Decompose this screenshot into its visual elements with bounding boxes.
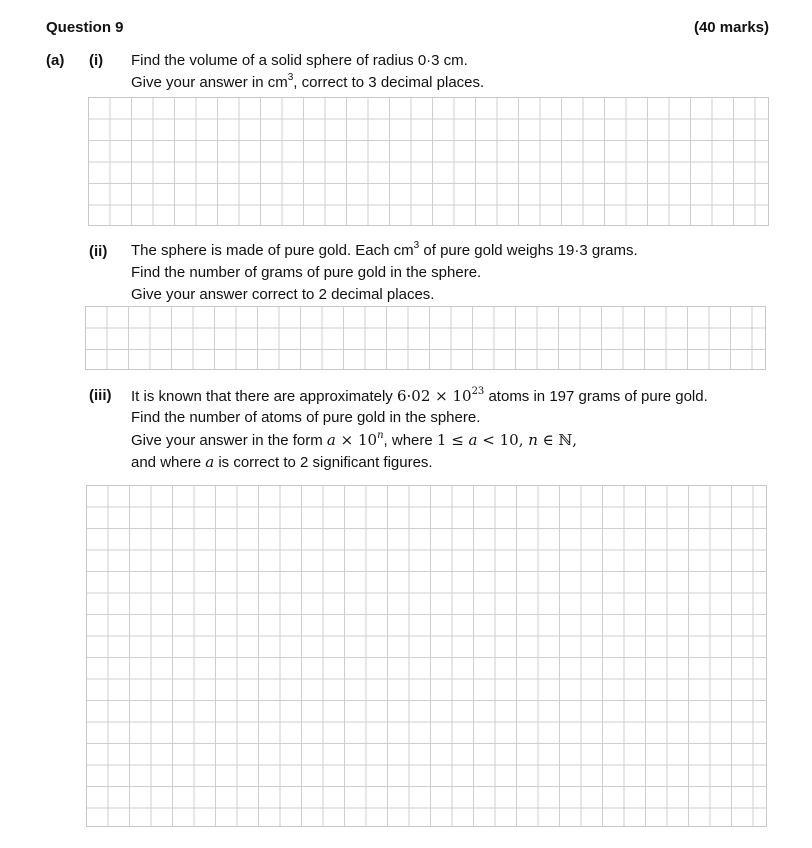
answer-grid-ii[interactable] — [85, 306, 766, 370]
sub-ii-line3: Give your answer correct to 2 decimal places. — [131, 286, 435, 303]
sub-i-label: (i) — [89, 52, 104, 69]
sub-iii-line3: Give your answer in the form $a \times 10^n$, where 1 ≤ a < 10, n ∈ ℕ, — [131, 430, 578, 449]
sub-ii-line1: The sphere is made of pure gold. Each $cm^3$ of pure gold weighs 19·3 grams. — [131, 240, 638, 259]
sub-iii-line2: Find the number of atoms of pure gold in the sphere. — [131, 409, 481, 426]
sub-ii-label: (ii) — [89, 243, 108, 260]
question-marks: (40 marks) — [693, 19, 769, 36]
sub-i-line2: Give your answer in $cm^3$, correct to 3 decimal places. — [131, 72, 485, 91]
sub-iii-line1: It is known that there are approximately $6\cdot 02 \times 10^{23}$ atoms in 197 grams of pure gold. — [131, 386, 708, 405]
sub-i-line1: Find the volume of a solid sphere of radius 0·3 cm. — [131, 52, 468, 69]
question-title: Question 9 — [46, 19, 124, 36]
answer-grid-iii[interactable] — [86, 485, 767, 827]
sub-iii-label: (iii) — [89, 387, 112, 404]
sub-iii-line4: and where a is correct to 2 significant figures. — [131, 453, 433, 471]
answer-grid-i[interactable] — [88, 97, 769, 226]
sub-ii-line2: Find the number of grams of pure gold in the sphere. — [131, 264, 482, 281]
part-a-label: (a) — [46, 52, 65, 69]
